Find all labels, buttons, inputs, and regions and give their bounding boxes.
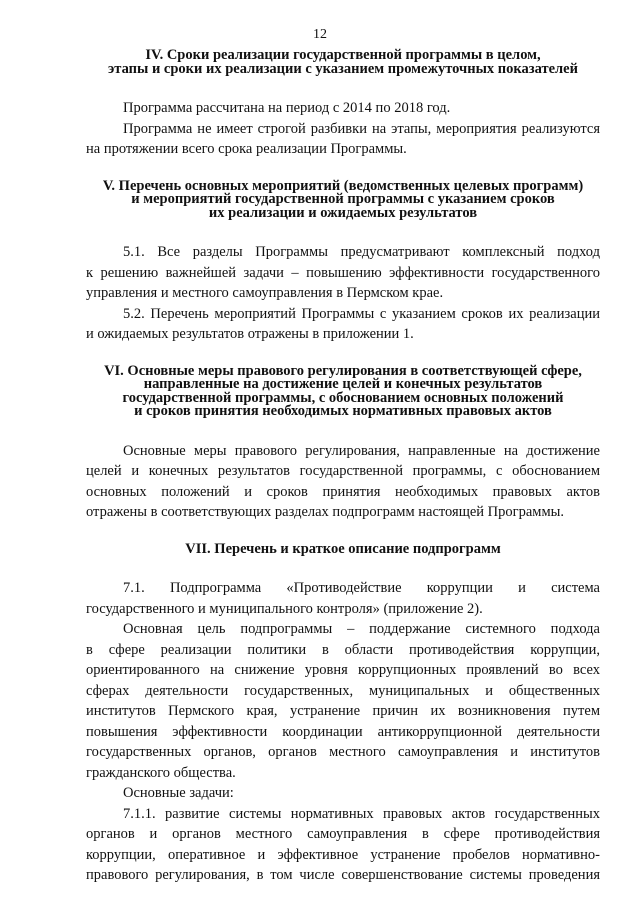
- text-line: основных положений и сроков принятия необходимых правовых актов: [86, 483, 600, 500]
- section-6-paragraph-1: [86, 441, 600, 523]
- heading-line: этапы и сроки их реализации с указанием промежуточных показателей: [108, 60, 578, 77]
- section-5-paragraph-1: [86, 242, 600, 304]
- section-7-paragraph-2: [86, 619, 600, 783]
- text-line: отражены в соответствующих разделах подпрограмм настоящей Программы.: [86, 504, 564, 520]
- heading-line: V. Перечень основных мероприятий (ведомственных целевых программ): [102, 177, 584, 194]
- section-4-heading: [86, 49, 600, 76]
- heading-line: государственной программы, с обоснованием основных положений: [122, 389, 564, 406]
- text-line: сферах деятельности государственных, муниципальных и общественных: [86, 682, 600, 699]
- text-line: государственного и муниципального контроля» (приложение 2).: [86, 600, 483, 617]
- text-line: к решению важнейшей задачи – повышению эффективности государственного: [86, 264, 600, 281]
- section-4-paragraph-2: [86, 119, 600, 160]
- text-line: коррупции, оперативное и эффективное устранение пробелов нормативно-: [86, 846, 600, 863]
- text-line: 5.1. Все разделы Программы предусматривают комплексный подход: [123, 244, 600, 260]
- text-line: Основные задачи:: [123, 785, 234, 801]
- heading-line: VII. Перечень и краткое описание подпрограмм: [185, 540, 501, 557]
- text-line: в сфере реализации политики в области противодействия коррупции,: [86, 641, 600, 658]
- heading-line: их реализации и ожидаемых результатов: [208, 204, 478, 221]
- section-5-heading: [86, 177, 600, 221]
- text-line: Программа не имеет строгой разбивки на этапы, мероприятия реализуются: [123, 120, 600, 137]
- heading-line: IV. Сроки реализации государственной программы в целом,: [145, 47, 541, 63]
- section-7-paragraph-3: [86, 783, 600, 804]
- text-line: и ожидаемых результатов отражены в приложении 1.: [86, 326, 414, 342]
- section-4-paragraph-1: [86, 98, 600, 119]
- text-line: управления и местного самоуправления в Пермском крае.: [86, 285, 444, 301]
- text-line: 7.1.1. развитие системы нормативных правовых актов государственных: [123, 805, 600, 822]
- heading-line: направленные на достижение целей и конечных результатов: [143, 376, 543, 392]
- text-line: гражданского общества.: [86, 764, 236, 781]
- section-5-paragraph-2: [86, 304, 600, 345]
- text-line: органов и органов местного самоуправления в сфере противодействия: [86, 826, 600, 842]
- section-7-paragraph-1: [86, 578, 600, 619]
- section-7-heading: [86, 540, 600, 557]
- text-line: повышения эффективности координации антикоррупционной деятельности: [86, 723, 600, 740]
- text-line: 5.2. Перечень мероприятий Программы с указанием сроков их реализации: [123, 305, 600, 322]
- text-line: Программа рассчитана на период с 2014 по 2018 год.: [123, 100, 451, 116]
- text-line: целей и конечных результатов государственной программы, с обоснованием: [86, 463, 600, 479]
- heading-line: и мероприятий государственной программы с указанием сроков: [131, 191, 555, 207]
- page-content: [86, 49, 600, 886]
- text-line: правового регулирования, в том числе совершенствование системы проведения: [86, 867, 600, 883]
- heading-line: и сроков принятия необходимых нормативных правовых актов: [134, 403, 552, 419]
- text-line: институтов Пермского края, устранение причин их возникновения путем: [86, 703, 600, 719]
- section-6-heading: [86, 362, 600, 419]
- text-line: Основные меры правового регулирования, направленные на достижение: [123, 442, 600, 459]
- text-line: государственных органов, органов местного самоуправления и институтов: [86, 744, 600, 760]
- section-7-paragraph-4: [86, 804, 600, 886]
- text-line: на протяжении всего срока реализации Программы.: [86, 141, 407, 157]
- text-line: ориентированного на снижение уровня коррупционных проявлений во всех: [86, 662, 600, 678]
- heading-line: VI. Основные меры правового регулирования в соответствующей сфере,: [104, 362, 582, 379]
- text-line: Основная цель подпрограммы – поддержание системного подхода: [123, 621, 600, 637]
- page-number: 12: [313, 27, 327, 42]
- text-line: 7.1. Подпрограмма «Противодействие коррупции и система: [123, 580, 600, 596]
